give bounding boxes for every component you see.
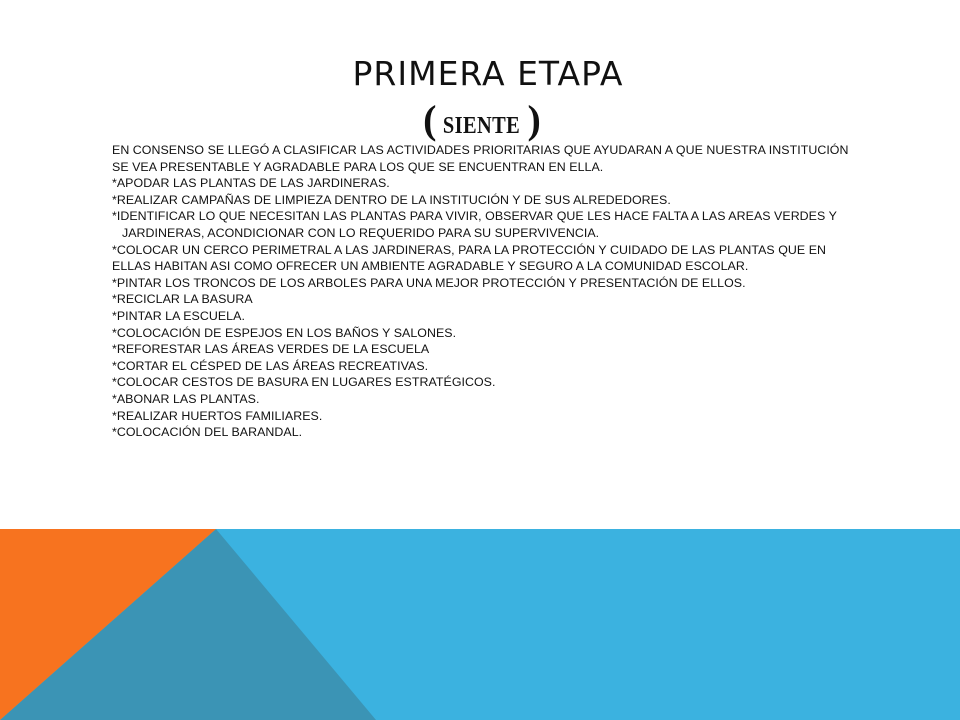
body-line: *APODAR LAS PLANTAS DE LAS JARDINERAS. (112, 176, 390, 191)
body-line: ELLAS HABITAN ASI COMO OFRECER UN AMBIENTE AGRADABLE Y SEGURO A LA COMUNIDAD ESCOLAR. (112, 259, 749, 274)
slide-subtitle (0, 97, 960, 142)
body-line: *COLOCACIÓN DEL BARANDAL. (112, 425, 303, 440)
body-line: *REALIZAR HUERTOS FAMILIARES. (112, 408, 323, 423)
body-line: *COLOCAR UN CERCO PERIMETRAL A LAS JARDINERAS, PARA LA PROTECCIÓN Y CUIDADO DE LAS PLANTAS QUE EN (112, 242, 827, 257)
body-line: *REALIZAR CAMPAÑAS DE LIMPIEZA DENTRO DE LA INSTITUCIÓN Y DE SUS ALREDEDORES. (112, 192, 671, 207)
body-line: *IDENTIFICAR LO QUE NECESITAN LAS PLANTAS PARA VIVIR, OBSERVAR QUE LES HACE FALTA A LAS AREAS VERDES Y (112, 209, 837, 224)
body-line: SE VEA PRESENTABLE Y AGRADABLE PARA LOS QUE SE ENCUENTRAN EN ELLA. (112, 159, 604, 174)
body-line: JARDINERAS, ACONDICIONAR CON LO REQUERIDO PARA SU SUPERVIVENCIA. (122, 225, 600, 240)
body-line: *PINTAR LA ESCUELA. (112, 308, 245, 323)
decorative-color-band (0, 529, 960, 720)
body-line: *PINTAR LOS TRONCOS DE LOS ARBOLES PARA UNA MEJOR PROTECCIÓN Y PRESENTACIÓN DE ELLOS. (112, 275, 746, 290)
body-line: *COLOCAR CESTOS DE BASURA EN LUGARES ESTRATÉGICOS. (112, 375, 496, 390)
subtitle-open-paren: ( (423, 97, 437, 142)
body-line: EN CONSENSO SE LLEGÓ A CLASIFICAR LAS ACTIVIDADES PRIORITARIAS QUE AYUDARAN A QUE NUESTRA INSTITUCIÓN (112, 143, 849, 157)
slide-title: PRIMERA ETAPA (352, 54, 624, 93)
slide-body-list (112, 142, 912, 441)
subtitle-close-paren: ) (527, 97, 541, 142)
body-line: *ABONAR LAS PLANTAS. (112, 391, 260, 406)
body-line: *REFORESTAR LAS ÁREAS VERDES DE LA ESCUELA (112, 342, 430, 357)
subtitle-word: SIENTE (443, 113, 521, 139)
body-line: *CORTAR EL CÉSPED DE LAS ÁREAS RECREATIVAS. (112, 358, 429, 373)
body-line: *RECICLAR LA BASURA (112, 292, 253, 307)
body-line: *COLOCACIÓN DE ESPEJOS EN LOS BAÑOS Y SALONES. (112, 325, 457, 340)
